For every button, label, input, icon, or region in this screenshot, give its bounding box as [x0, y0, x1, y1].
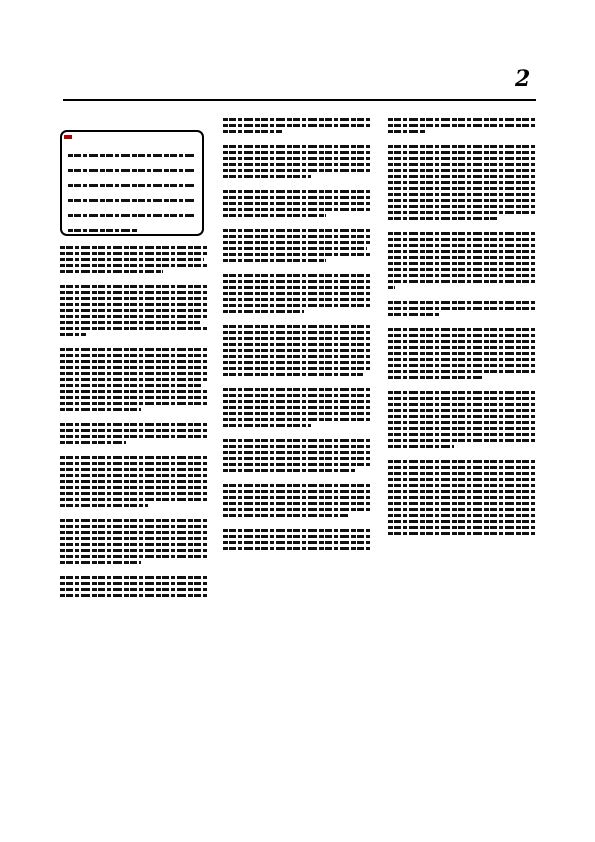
text-line: [388, 130, 425, 133]
text-line: [60, 531, 207, 534]
text-line: [223, 535, 370, 538]
text-line: [60, 504, 148, 507]
text-line: [223, 373, 363, 376]
text-line: [388, 466, 535, 469]
text-line: [60, 360, 207, 363]
paragraph: [60, 519, 207, 564]
text-line: [223, 253, 370, 256]
text-line: [223, 547, 370, 550]
text-line: [68, 229, 138, 232]
paragraph: [60, 576, 207, 597]
text-line: [388, 421, 535, 424]
text-line: [60, 303, 207, 306]
text-line: [60, 285, 207, 288]
paragraph: [223, 229, 370, 262]
text-line: [60, 354, 207, 357]
text-line: [223, 451, 370, 454]
text-line: [60, 246, 207, 249]
text-line: [223, 394, 370, 397]
text-line: [388, 427, 535, 430]
text-line: [388, 409, 535, 412]
text-line: [388, 268, 535, 271]
paragraph: [388, 391, 535, 448]
text-line: [388, 199, 535, 202]
text-line: [60, 594, 207, 597]
text-line: [388, 238, 535, 241]
text-line: [388, 187, 535, 190]
text-line: [223, 418, 370, 421]
text-line: [223, 298, 370, 301]
paragraph: [388, 328, 535, 379]
text-line: [388, 358, 535, 361]
paragraph: [60, 285, 207, 336]
text-line: [223, 424, 311, 427]
text-line: [223, 202, 370, 205]
text-line: [60, 348, 207, 351]
paragraph: [388, 301, 535, 316]
column-3-text: [388, 118, 535, 535]
paragraph: [223, 388, 370, 427]
header-rule: [63, 99, 536, 101]
text-line: [60, 321, 200, 324]
text-line: [388, 370, 535, 373]
paragraph: [388, 118, 535, 133]
text-line: [68, 169, 196, 172]
text-line: [388, 415, 535, 418]
page-number: 2: [515, 66, 531, 92]
text-line: [388, 250, 535, 253]
text-line: [223, 502, 370, 505]
text-line: [68, 184, 196, 187]
text-line: [223, 247, 367, 250]
text-line: [388, 472, 535, 475]
text-line: [223, 484, 370, 487]
text-line: [60, 576, 207, 579]
text-line: [60, 498, 207, 501]
text-line: [388, 397, 535, 400]
text-line: [223, 292, 370, 295]
paragraph: [60, 456, 207, 507]
column-3: [388, 118, 535, 547]
text-line: [388, 508, 535, 511]
paragraph: [223, 325, 370, 376]
text-line: [68, 154, 196, 157]
text-line: [60, 423, 207, 426]
text-line: [60, 525, 207, 528]
text-line: [60, 549, 207, 552]
paragraph: [60, 348, 207, 411]
text-line: [223, 439, 370, 442]
text-line: [388, 274, 535, 277]
text-line: [60, 555, 207, 558]
text-line: [223, 214, 326, 217]
text-line: [60, 315, 207, 318]
sidebar-box: [60, 130, 204, 236]
text-line: [223, 118, 370, 121]
text-line: [223, 175, 311, 178]
text-line: [388, 151, 535, 154]
text-line: [223, 457, 370, 460]
text-line: [388, 532, 535, 535]
text-line: [223, 145, 370, 148]
text-line: [388, 280, 535, 283]
text-line: [223, 361, 370, 364]
text-line: [60, 462, 207, 465]
text-line: [388, 334, 535, 337]
text-line: [60, 582, 207, 585]
text-line: [388, 301, 535, 304]
paragraph: [388, 232, 535, 289]
text-line: [60, 309, 207, 312]
text-line: [223, 349, 370, 352]
paragraph: [223, 118, 370, 133]
column-2-text: [223, 118, 370, 550]
text-line: [388, 364, 535, 367]
sidebar-text: [68, 154, 196, 232]
text-line: [388, 439, 535, 442]
text-line: [388, 514, 535, 517]
text-line: [223, 280, 370, 283]
text-line: [388, 163, 535, 166]
text-line: [60, 252, 207, 255]
text-line: [60, 384, 201, 387]
text-line: [223, 304, 370, 307]
text-line: [388, 484, 535, 487]
text-line: [388, 211, 535, 214]
text-line: [388, 376, 484, 379]
text-line: [223, 235, 370, 238]
text-line: [388, 262, 535, 265]
text-line: [223, 169, 370, 172]
text-line: [388, 346, 535, 349]
text-line: [388, 286, 395, 289]
text-line: [388, 352, 535, 355]
text-line: [68, 199, 196, 202]
text-line: [223, 196, 370, 199]
text-line: [60, 519, 207, 522]
paragraph: [388, 460, 535, 535]
text-line: [223, 508, 370, 511]
text-line: [223, 388, 370, 391]
text-line: [60, 297, 207, 300]
text-line: [388, 445, 454, 448]
text-line: [60, 537, 207, 540]
text-line: [388, 181, 535, 184]
text-line: [60, 435, 207, 438]
text-line: [60, 408, 141, 411]
text-line: [223, 412, 370, 415]
text-line: [388, 244, 535, 247]
text-line: [60, 543, 207, 546]
text-line: [223, 541, 370, 544]
text-line: [60, 480, 207, 483]
text-line: [388, 175, 535, 178]
text-line: [60, 396, 207, 399]
text-line: [388, 490, 535, 493]
text-line: [60, 366, 207, 369]
text-line: [60, 429, 207, 432]
text-line: [388, 217, 498, 220]
text-line: [388, 193, 535, 196]
text-line: [388, 403, 535, 406]
text-line: [223, 259, 326, 262]
text-line: [60, 492, 207, 495]
text-line: [388, 391, 535, 394]
text-line: [60, 474, 207, 477]
text-line: [60, 378, 207, 381]
text-line: [223, 463, 370, 466]
text-line: [388, 232, 535, 235]
text-line: [60, 402, 207, 405]
text-line: [223, 208, 370, 211]
column-1: [60, 118, 207, 609]
text-line: [223, 274, 370, 277]
text-line: [388, 256, 535, 259]
text-line: [223, 241, 370, 244]
text-line: [388, 145, 535, 148]
text-line: [60, 270, 163, 273]
text-line: [388, 526, 535, 529]
text-line: [388, 433, 535, 436]
text-line: [388, 118, 535, 121]
text-line: [223, 469, 355, 472]
text-line: [223, 367, 370, 370]
text-line: [223, 400, 370, 403]
text-line: [60, 468, 207, 471]
text-line: [60, 390, 207, 393]
text-line: [223, 337, 370, 340]
text-line: [388, 496, 535, 499]
text-line: [60, 333, 86, 336]
text-line: [223, 445, 370, 448]
text-line: [223, 355, 370, 358]
text-line: [223, 124, 370, 127]
text-line: [223, 151, 370, 154]
text-line: [388, 520, 535, 523]
text-line: [223, 190, 370, 193]
text-line: [388, 205, 535, 208]
paragraph: [223, 145, 370, 178]
text-line: [223, 157, 370, 160]
text-line: [60, 327, 207, 330]
text-line: [223, 331, 370, 334]
text-line: [388, 157, 535, 160]
text-line: [60, 264, 207, 267]
text-line: [388, 502, 535, 505]
text-line: [388, 460, 535, 463]
paragraph: [60, 423, 207, 444]
paragraph: [223, 529, 370, 550]
paragraph: [388, 145, 535, 220]
column-1-text: [60, 246, 207, 597]
paragraph: [223, 439, 370, 472]
text-line: [68, 214, 196, 217]
text-line: [223, 229, 370, 232]
paragraph: [60, 246, 207, 273]
text-line: [60, 372, 207, 375]
text-line: [60, 561, 141, 564]
text-line: [223, 310, 304, 313]
text-line: [223, 406, 370, 409]
text-line: [60, 258, 204, 261]
text-line: [388, 340, 535, 343]
column-2: [223, 118, 370, 562]
text-line: [223, 286, 370, 289]
text-line: [223, 529, 370, 532]
text-line: [388, 307, 535, 310]
paragraph: [223, 274, 370, 313]
text-line: [223, 130, 282, 133]
text-line: [223, 163, 370, 166]
text-line: [388, 313, 439, 316]
text-line: [60, 456, 207, 459]
text-line: [223, 325, 370, 328]
sidebar-tab: [64, 135, 72, 139]
paragraph: [223, 484, 370, 517]
text-line: [388, 328, 535, 331]
text-line: [223, 496, 370, 499]
text-line: [388, 478, 535, 481]
text-line: [223, 490, 370, 493]
text-line: [60, 588, 207, 591]
text-line: [223, 514, 348, 517]
text-line: [223, 343, 370, 346]
text-line: [60, 441, 126, 444]
text-line: [60, 486, 207, 489]
text-line: [388, 169, 535, 172]
text-line: [60, 291, 207, 294]
text-line: [388, 124, 535, 127]
paragraph: [223, 190, 370, 217]
